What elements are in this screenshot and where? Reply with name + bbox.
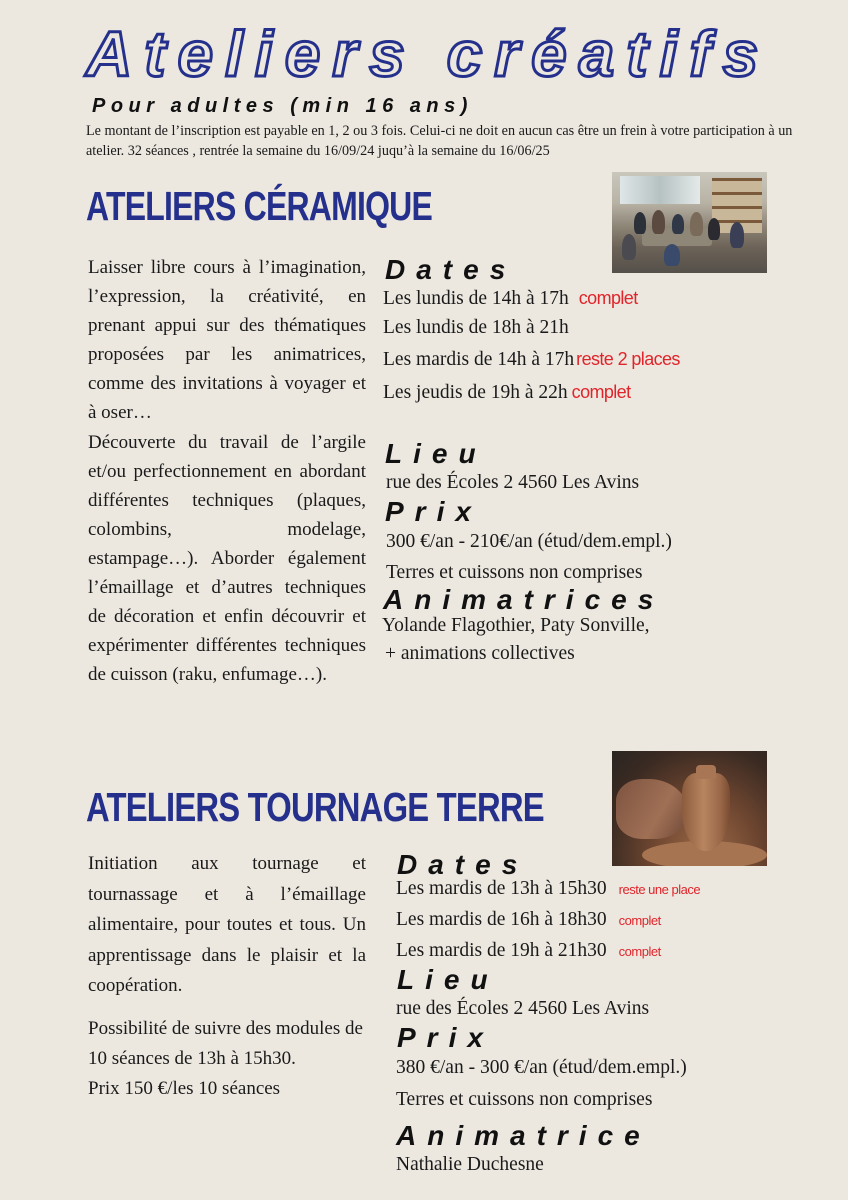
date-text: Les lundis de 14h à 17h xyxy=(383,288,569,309)
page-title: Ateliers créatifs xyxy=(86,18,771,90)
ceramique-prix: 300 €/an - 210€/an (étud/dem.empl.) xyxy=(386,531,672,552)
ceramique-animatrices: Yolande Flagothier, Paty Sonville, xyxy=(382,615,650,636)
ceramique-date-row xyxy=(383,289,638,309)
ceramique-date-row xyxy=(383,350,680,370)
ceramique-description-p1: Laisser libre cours à l’imagination, l’expression, la créativité, en prenant appui sur des thématiques proposées par les animatrices, comme des invitations à voyager et à oser… xyxy=(88,257,366,424)
ceramique-animatrices-extra: + animations collectives xyxy=(385,643,575,664)
tournage-date-row xyxy=(396,910,661,930)
tournage-animatrice: Nathalie Duchesne xyxy=(396,1154,544,1175)
tournage-title: ATELIERS TOURNAGE TERRE xyxy=(86,784,544,830)
tournage-lieu: rue des Écoles 2 4560 Les Avins xyxy=(396,998,650,1019)
tournage-modules xyxy=(88,1014,366,1104)
date-text: Les lundis de 18h à 21h xyxy=(383,317,569,338)
tournage-modules-price: Prix 150 €/les 10 séances xyxy=(88,1078,281,1099)
tournage-animatrice-label: Animatrice xyxy=(396,1120,651,1151)
date-text: Les jeudis de 19h à 22h xyxy=(383,382,568,403)
date-text: Les mardis de 19h à 21h30 xyxy=(396,940,607,961)
date-text: Les mardis de 14h à 17h xyxy=(383,349,575,370)
intro-text: Le montant de l’inscription est payable en 1, 2 ou 3 fois. Celui-ci ne doit en aucun cas être un frein à votre participation à un atelier. 32 séances , rentrée la semaine du 16/09/24 juqu’à la semaine du 16/06/25 xyxy=(86,123,793,159)
date-text: Les mardis de 13h à 15h30 xyxy=(396,878,607,899)
status-badge: reste une place xyxy=(618,882,701,897)
status-badge: complet xyxy=(571,382,631,402)
tournage-description: Initiation aux tournage et tournassage et à l’émaillage alimentaire, pour toutes et tous. Un apprentissage dans le plaisir et la coopération. xyxy=(88,853,366,996)
status-badge: complet xyxy=(578,288,638,308)
ceramics-workshop-photo xyxy=(612,172,767,273)
ceramique-description-p2: Découverte du travail de l’argile et/ou perfectionnement en abordant différentes techniques (plaques, colombins, modelage, estampage…). Aborder également l’émaillage et d’autres techniques de décoration et enfin découvrir et expérimenter différentes techniques de cuisson (raku, enfumage…). xyxy=(88,431,366,686)
date-text: Les mardis de 16h à 18h30 xyxy=(396,909,607,930)
ceramique-prix-note: Terres et cuissons non comprises xyxy=(386,562,643,583)
pottery-wheel-photo xyxy=(612,751,767,866)
ceramique-date-row xyxy=(383,383,631,403)
page-subtitle: Pour adultes (min 16 ans) xyxy=(92,95,473,117)
status-badge: reste 2 places xyxy=(576,349,680,369)
tournage-date-row xyxy=(396,879,700,899)
tournage-date-row xyxy=(396,941,661,961)
tournage-prix: 380 €/an - 300 €/an (étud/dem.empl.) xyxy=(396,1057,687,1078)
ceramique-dates-label: Dates xyxy=(385,254,517,285)
ceramique-description xyxy=(88,253,366,689)
tournage-modules-text: Possibilité de suivre des modules de 10 séances de 13h à 15h30. xyxy=(88,1018,363,1069)
ceramique-title: ATELIERS CÉRAMIQUE xyxy=(86,183,433,229)
status-badge: complet xyxy=(618,944,661,959)
ceramique-lieu-label: Lieu xyxy=(385,438,487,469)
tournage-dates-label: Dates xyxy=(397,849,529,880)
ceramique-lieu: rue des Écoles 2 4560 Les Avins xyxy=(386,472,640,493)
tournage-prix-note: Terres et cuissons non comprises xyxy=(396,1089,653,1110)
ceramique-prix-label: Prix xyxy=(385,496,482,527)
tournage-lieu-label: Lieu xyxy=(397,964,499,995)
tournage-prix-label: Prix xyxy=(397,1022,494,1053)
ceramique-date-row xyxy=(383,318,573,338)
ceramique-animatrices-label: Animatrices xyxy=(383,584,665,615)
status-badge: complet xyxy=(618,913,661,928)
